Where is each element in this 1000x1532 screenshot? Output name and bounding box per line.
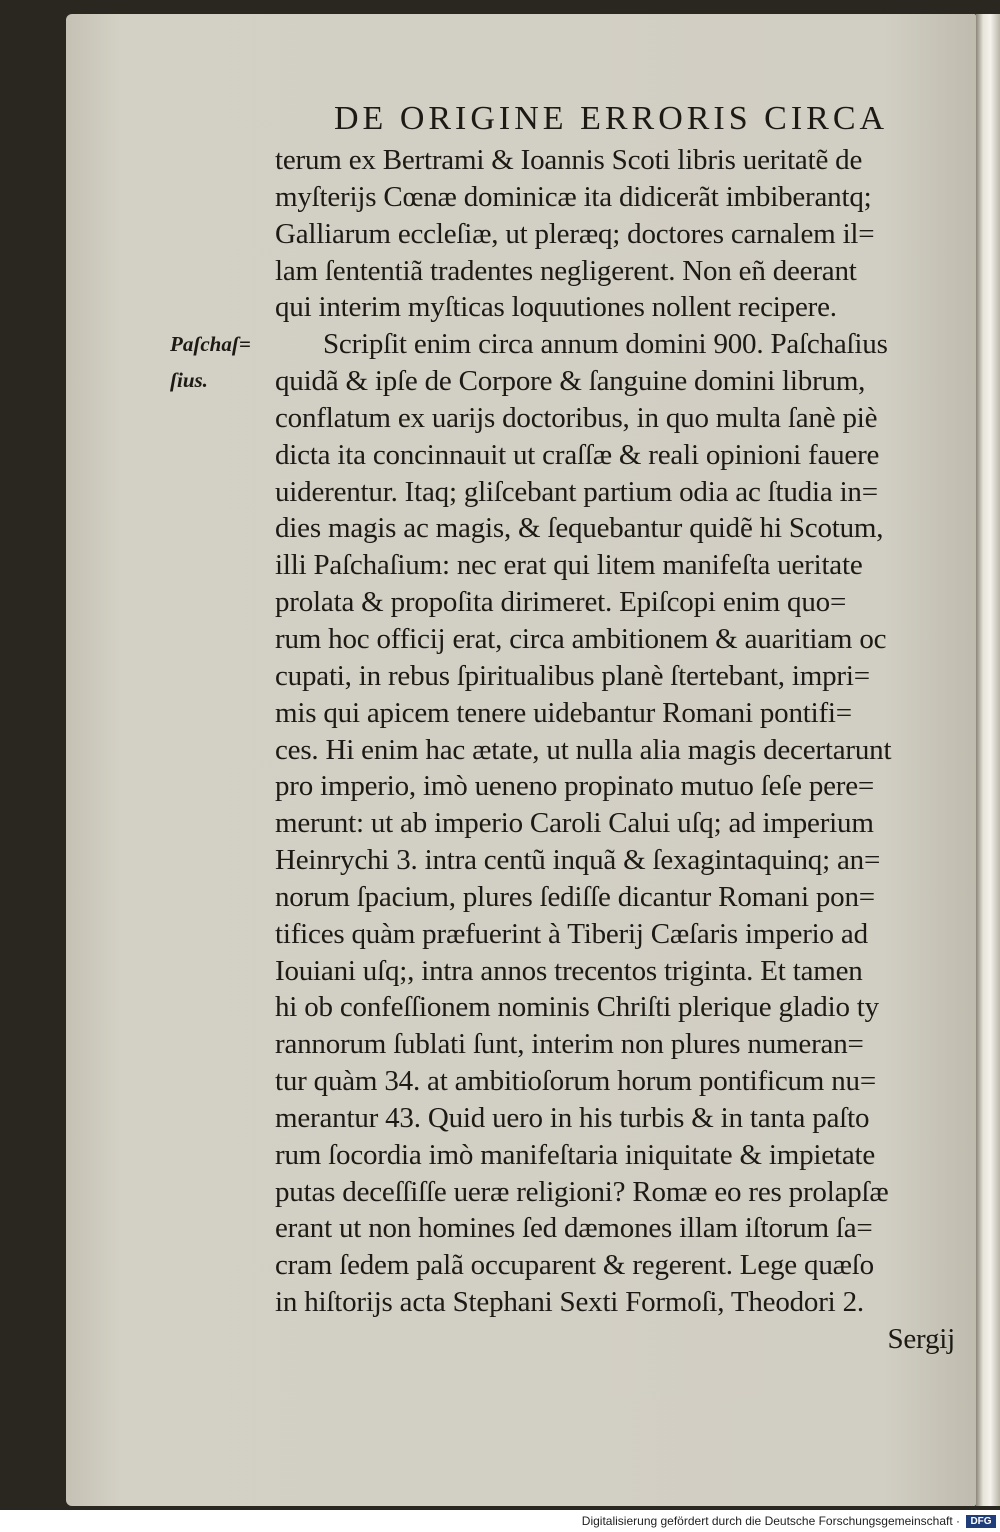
text-line: cram ſedem palã occuparent & regerent. Lege quæſo: [275, 1249, 874, 1282]
text-line: tur quàm 34. at ambitioſorum horum pontificum nu=: [275, 1065, 876, 1098]
text-line: illi Paſchaſium: nec erat qui litem manifeſta ueritate: [275, 549, 863, 582]
text-line: hi ob confeſſionem nominis Chriſti plerique gladio ty: [275, 991, 879, 1024]
text-line: Iouiani uſq;, intra annos trecentos triginta. Et tamen: [275, 954, 863, 987]
text-line: conflatum ex uarijs doctoribus, in quo multa ſanè piè: [275, 401, 878, 434]
text-line: ces. Hi enim hac ætate, ut nulla alia magis decertarunt: [275, 733, 892, 766]
text-line: prolata & propoſita dirimeret. Epiſcopi enim quo=: [275, 586, 847, 619]
digitization-credit: Digitalisierung gefördert durch die Deutsche Forschungsgemeinschaft ·: [581, 1514, 960, 1528]
text-line: cupati, in rebus ſpiritualibus planè ſtertebant, impri=: [275, 659, 870, 692]
text-line: rum hoc officij erat, circa ambitionem & auaritiam oc: [275, 622, 887, 655]
body-text: [275, 142, 975, 1358]
text-line: dies magis ac magis, & ſequebantur quidẽ hi Scotum,: [275, 512, 884, 545]
text-line: norum ſpacium, plures ſediſſe dicantur Romani pon=: [275, 880, 875, 913]
text-line: qui interim myſticas loquutiones nollent recipere.: [275, 291, 837, 324]
text-line: dicta ita concinnauit ut craſſæ & reali opinioni fauere: [275, 438, 880, 471]
text-line: merunt: ut ab imperio Caroli Calui uſq; ad imperium: [275, 807, 874, 840]
text-line: mis qui apicem tenere uidebantur Romani pontifi=: [275, 696, 852, 729]
text-line: erant ut non homines ſed dæmones illam iſtorum ſa=: [275, 1212, 873, 1245]
text-line: uiderentur. Itaq; gliſcebant partium odia ac ſtudia in=: [275, 475, 878, 508]
text-line: in hiſtorijs acta Stephani Sexti Formoſi, Theodori 2.: [275, 1286, 864, 1319]
text-line: merantur 43. Quid uero in his turbis & in tanta paſto: [275, 1101, 870, 1134]
text-line: Galliarum eccleſiæ, ut pleræq; doctores carnalem il=: [275, 217, 875, 250]
page-edge: [976, 14, 1000, 1506]
text-line: tifices quàm præfuerint à Tiberij Cæſaris imperio ad: [275, 917, 868, 950]
text-line: rum ſocordia imò manifeſtaria iniquitate & impietate: [275, 1138, 876, 1171]
text-line: lam ſententiã tradentes negligerent. Non eñ deerant: [275, 254, 857, 287]
running-head: DE ORIGINE ERRORIS CIRCA: [334, 100, 889, 137]
catchword: Sergij: [887, 1323, 955, 1355]
text-line: quidã & ipſe de Corpore & ſanguine domini librum,: [275, 365, 866, 398]
text-line: Heinrychi 3. intra centũ inquã & ſexagintaquinq; an=: [275, 844, 881, 877]
dfg-logo: DFG: [966, 1515, 996, 1528]
marginal-note-line-2: ſius.: [170, 368, 208, 392]
text-line: Scripſit enim circa annum domini 900. Paſchaſius: [323, 328, 888, 361]
footer-bar: [0, 1512, 1000, 1532]
text-line: terum ex Bertrami & Ioannis Scoti libris ueritatẽ de: [275, 144, 863, 176]
text-line: rannorum ſublati ſunt, interim non plures numeran=: [275, 1028, 864, 1061]
text-line: pro imperio, imò ueneno propinato mutuo ſeſe pere=: [275, 770, 875, 803]
marginal-note-line-1: Paſchaſ=: [170, 332, 251, 356]
text-line: myſterijs Cœnæ dominicæ ita didicerãt imbiberantq;: [275, 180, 872, 213]
text-line: putas deceſſiſſe ueræ religioni? Romæ eo res prolapſæ: [275, 1175, 889, 1208]
